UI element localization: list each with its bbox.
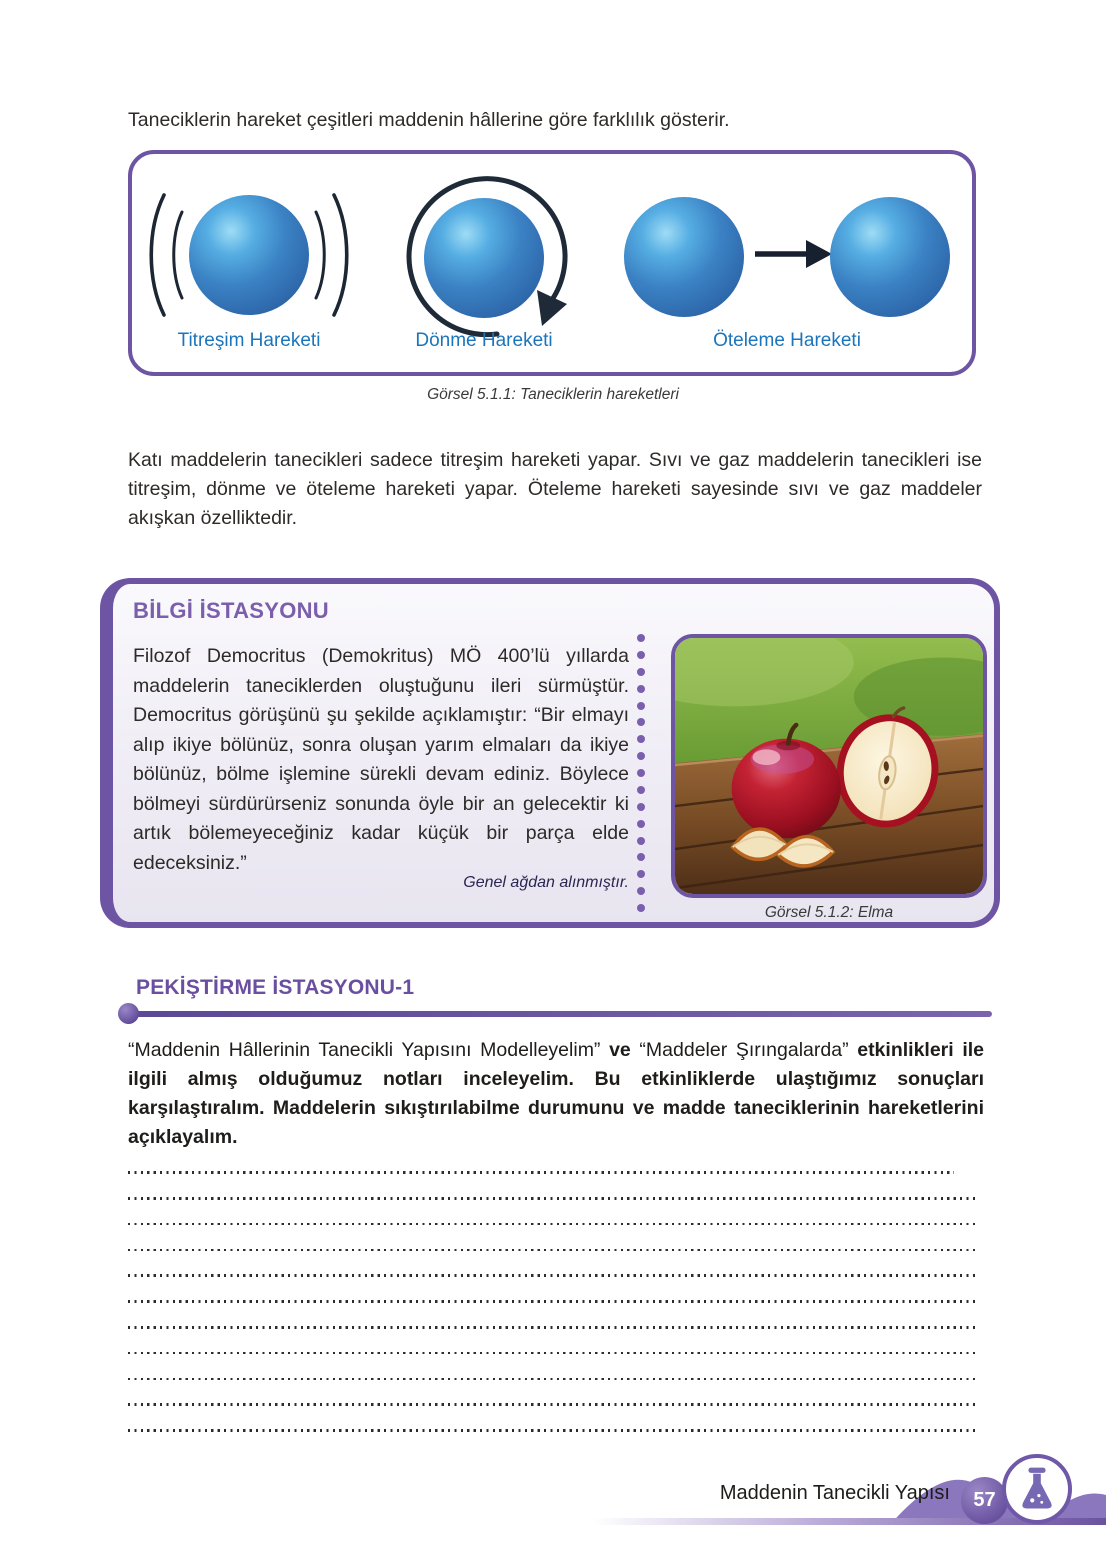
answer-lines	[128, 1152, 976, 1436]
dotline	[128, 1410, 976, 1436]
translation-label: Öteleme Hareketi	[713, 330, 861, 351]
dotline	[128, 1358, 976, 1384]
info-station-box	[100, 578, 1000, 928]
particle-sphere-icon	[424, 198, 544, 318]
dotline	[128, 1384, 976, 1410]
apple-photo	[671, 634, 987, 898]
figure2-caption: Görsel 5.1.2: Elma	[764, 904, 894, 921]
page-number-badge	[961, 1477, 1008, 1524]
activity-quote-1: “Maddenin Hâllerinin Tanecikli Yapısını Modelleyelim”	[128, 1039, 610, 1061]
sep-dot	[637, 904, 645, 912]
sep-dot	[637, 634, 645, 642]
info-station-title: BİLGİ İSTASYONU	[133, 598, 329, 623]
sep-dot	[637, 853, 645, 861]
vibration-arcs-icon	[151, 195, 164, 315]
sep-dot	[637, 718, 645, 726]
sep-dot	[637, 837, 645, 845]
footer-section-title: Maddenin Tanecikli Yapısı	[719, 1482, 950, 1504]
sep-dot	[637, 769, 645, 777]
vibration-label: Titreşim Hareketi	[177, 330, 321, 351]
rotation-motion-graphic	[379, 168, 589, 338]
sep-dot	[637, 651, 645, 659]
divider-ball-icon	[118, 1003, 139, 1024]
intro-text: Taneciklerin hareket çeşitleri maddenin hâllerine göre farklılık gösterir.	[128, 109, 730, 131]
info-station-body: Filozof Democritus (Demokritus) MÖ 400’lü yıllarda maddelerin taneciklerden oluştuğunu ileri sürmüştür. Democritus görüşünü şu şekilde açıklamıştır: “Bir elmayı alıp ikiye bölünüz, sonra oluşan yarım elmaları da ikiye bölünüz, bölme işlemine sürekli devam ediniz. Böylece bölmeyi sürdürürseniz sonunda öyle bir an gelecektir ki artık bölemeyeceğiniz kadar küçük bir parça elde edeceksiniz.”	[133, 645, 629, 874]
sep-dot	[637, 752, 645, 760]
activity-quote-2: “Maddeler Şırıngalarda”	[630, 1039, 858, 1061]
sep-dot	[637, 820, 645, 828]
sep-dot	[637, 702, 645, 710]
sep-dot	[637, 887, 645, 895]
dotline	[128, 1229, 976, 1255]
sep-dot	[637, 735, 645, 743]
particle-sphere-icon	[830, 197, 950, 317]
section-divider-line	[122, 1011, 992, 1017]
dotline	[128, 1152, 976, 1178]
dotline	[128, 1281, 976, 1307]
body-paragraph: Katı maddelerin tanecikleri sadece titreşim hareketi yapar. Sıvı ve gaz maddelerin tanecikleri ise titreşim, dönme ve öteleme hareketi yapar. Öteleme hareketi sayesinde sıvı ve gaz maddeler akışkan özelliktedir.	[128, 449, 982, 529]
sep-dot	[637, 668, 645, 676]
particle-motion-figure	[128, 150, 976, 376]
activity-paragraph	[128, 1036, 984, 1152]
activity-conjunction: ve	[609, 1039, 631, 1061]
dotted-separator	[637, 634, 645, 912]
reinforcement-station-title: PEKİŞTİRME İSTASYONU-1	[136, 976, 415, 999]
chapter-badge	[1002, 1454, 1072, 1524]
sep-dot	[637, 786, 645, 794]
particle-sphere-icon	[624, 197, 744, 317]
sep-dot	[637, 870, 645, 878]
dotline	[128, 1255, 976, 1281]
translation-motion-graphic	[622, 190, 952, 325]
activity-instruction: etkinlikleri ile ilgili almış olduğumuz notları inceleyelim. Bu etkinliklerde ulaştığımız sonuçları karşılaştıralım. Maddelerin sıkıştırılabilme durumunu ve madde taneciklerinin hareketlerini açıklayalım.	[128, 1039, 984, 1148]
flask-icon	[1018, 1466, 1056, 1512]
dotline	[128, 1307, 976, 1333]
rotation-label: Dönme Hareketi	[415, 330, 553, 351]
sep-dot	[637, 803, 645, 811]
info-station-source: Genel ağdan alınmıştır.	[463, 874, 629, 891]
vibration-motion-graphic	[134, 180, 364, 330]
particle-sphere-icon	[189, 195, 309, 315]
apple-photo-illustration	[675, 638, 983, 894]
page-number: 57	[973, 1489, 996, 1511]
dotline	[128, 1333, 976, 1359]
dotline	[128, 1178, 976, 1204]
sep-dot	[637, 685, 645, 693]
dotline	[128, 1204, 976, 1230]
figure1-caption: Görsel 5.1.1: Taneciklerin hareketleri	[427, 386, 679, 403]
